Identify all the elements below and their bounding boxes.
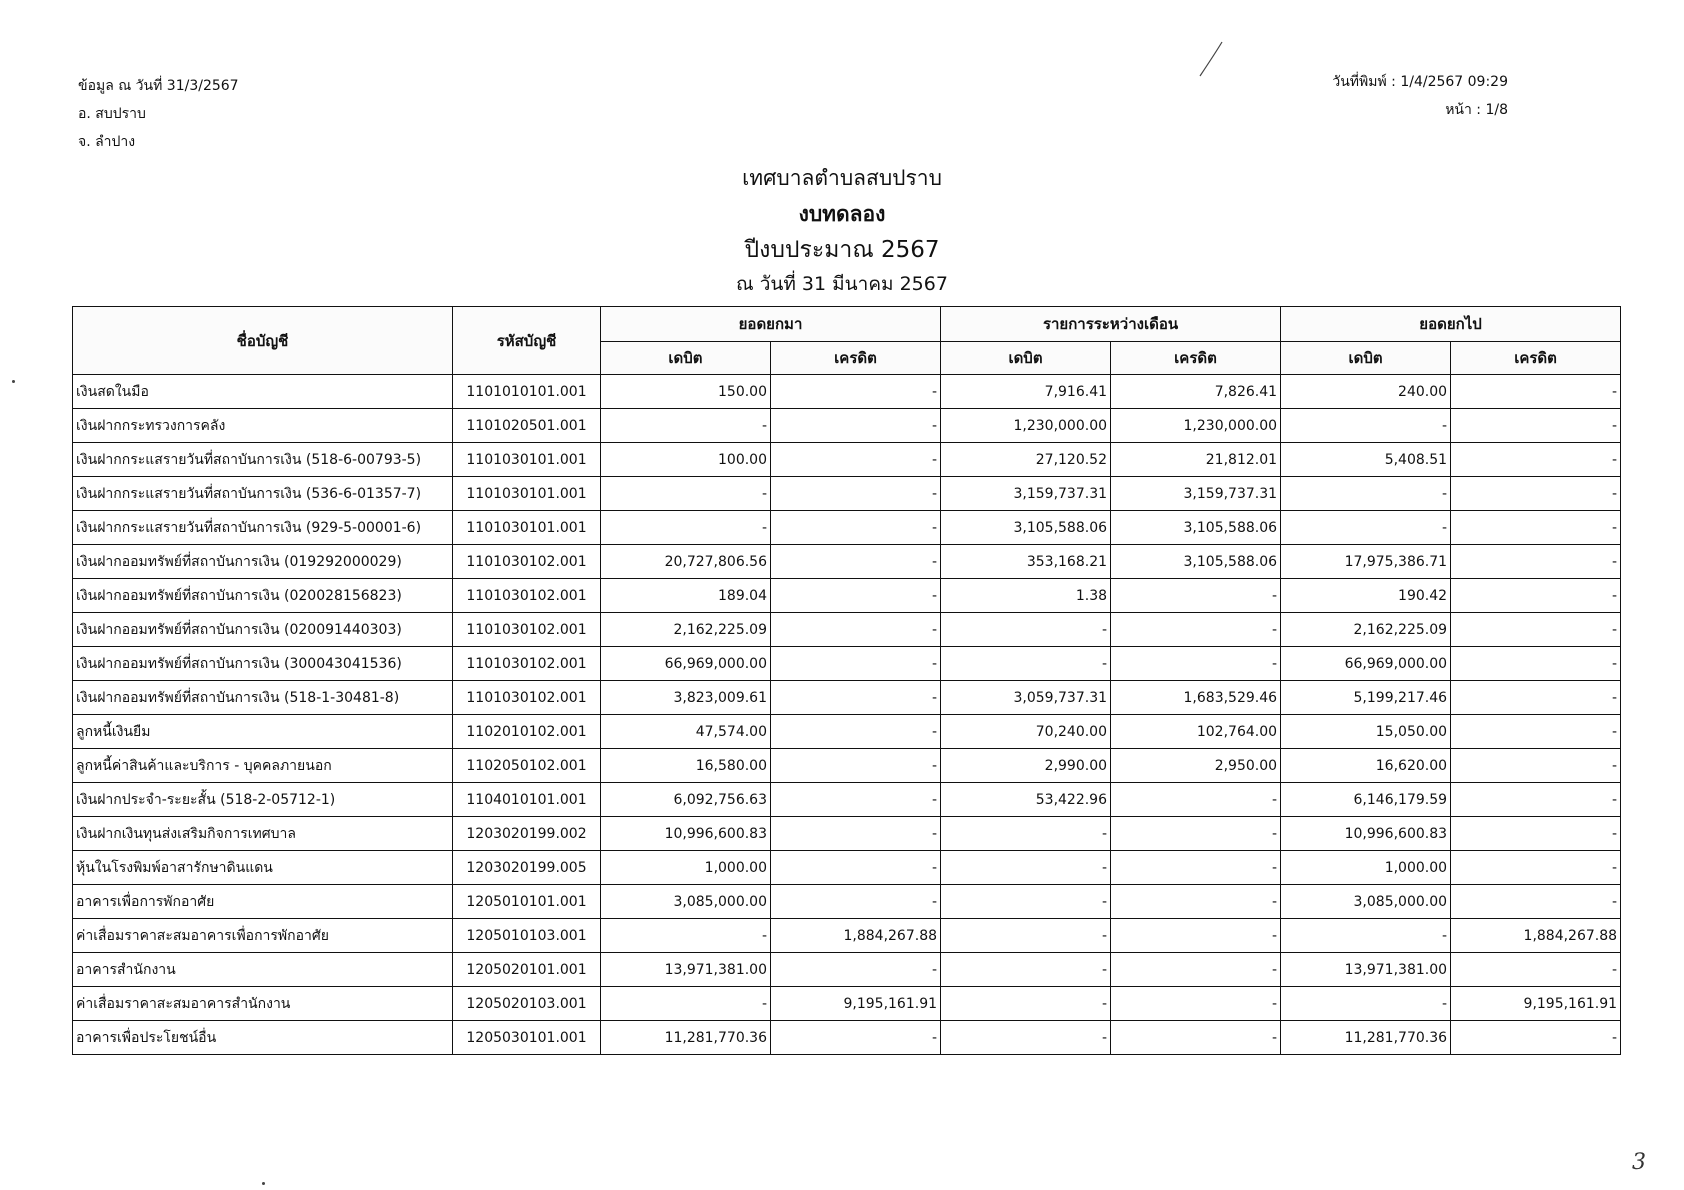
cell-month-debit: - — [941, 647, 1111, 681]
cell-bf-debit: 11,281,770.36 — [601, 1021, 771, 1055]
cell-month-debit: 1,230,000.00 — [941, 409, 1111, 443]
table-row — [73, 817, 1621, 851]
cell-account-name: อาคารเพื่อการพักอาศัย — [73, 885, 453, 919]
cell-month-debit: - — [941, 817, 1111, 851]
cell-month-debit: 2,990.00 — [941, 749, 1111, 783]
cell-month-credit: 3,105,588.06 — [1111, 545, 1281, 579]
table-row — [73, 579, 1621, 613]
cell-bf-debit: 2,162,225.09 — [601, 613, 771, 647]
col-header-month-debit: เดบิต — [941, 342, 1111, 375]
cell-account-code: 1101020501.001 — [453, 409, 601, 443]
table-row — [73, 749, 1621, 783]
cell-bf-credit: - — [771, 647, 941, 681]
cell-bf-credit: - — [771, 511, 941, 545]
header-right — [1332, 68, 1508, 124]
cell-cf-credit: - — [1451, 885, 1621, 919]
cell-account-code: 1205020101.001 — [453, 953, 601, 987]
cell-cf-credit: - — [1451, 477, 1621, 511]
cell-account-name: ค่าเสื่อมราคาสะสมอาคารสำนักงาน — [73, 987, 453, 1021]
cell-bf-debit: 13,971,381.00 — [601, 953, 771, 987]
cell-month-debit: - — [941, 1021, 1111, 1055]
cell-cf-credit: - — [1451, 647, 1621, 681]
cell-account-name: เงินสดในมือ — [73, 375, 453, 409]
cell-cf-credit: - — [1451, 749, 1621, 783]
cell-cf-credit: - — [1451, 409, 1621, 443]
table-row — [73, 953, 1621, 987]
cell-cf-credit: - — [1451, 715, 1621, 749]
cell-month-debit: - — [941, 919, 1111, 953]
print-date: วันที่พิมพ์ : 1/4/2567 09:29 — [1332, 74, 1508, 90]
handwritten-page-mark: 3 — [1632, 1150, 1646, 1175]
cell-cf-debit: 3,085,000.00 — [1281, 885, 1451, 919]
cell-cf-credit: - — [1451, 545, 1621, 579]
cell-month-debit: 1.38 — [941, 579, 1111, 613]
cell-month-credit: - — [1111, 953, 1281, 987]
cell-month-credit: 21,812.01 — [1111, 443, 1281, 477]
cell-cf-debit: 17,975,386.71 — [1281, 545, 1451, 579]
table-row — [73, 919, 1621, 953]
cell-account-name: เงินฝากออมทรัพย์ที่สถาบันการเงิน (518-1-30481-8) — [73, 681, 453, 715]
col-header-bf-credit: เครดิต — [771, 342, 941, 375]
cell-cf-credit: - — [1451, 375, 1621, 409]
fiscal-year: ปีงบประมาณ 2567 — [744, 237, 940, 263]
cell-bf-debit: - — [601, 409, 771, 443]
cell-bf-debit: 66,969,000.00 — [601, 647, 771, 681]
col-header-bf-debit: เดบิต — [601, 342, 771, 375]
cell-cf-debit: 13,971,381.00 — [1281, 953, 1451, 987]
cell-account-code: 1101030102.001 — [453, 647, 601, 681]
cell-bf-credit: - — [771, 749, 941, 783]
cell-cf-debit: - — [1281, 511, 1451, 545]
cell-bf-debit: - — [601, 987, 771, 1021]
cell-account-code: 1203020199.005 — [453, 851, 601, 885]
cell-cf-debit: 6,146,179.59 — [1281, 783, 1451, 817]
table-body — [73, 375, 1621, 1055]
cell-cf-debit: - — [1281, 409, 1451, 443]
report-title-block — [0, 160, 1684, 300]
table-row — [73, 511, 1621, 545]
cell-account-code: 1101030102.001 — [453, 613, 601, 647]
cell-month-credit: - — [1111, 783, 1281, 817]
cell-account-code: 1101030101.001 — [453, 443, 601, 477]
cell-cf-credit: - — [1451, 511, 1621, 545]
cell-cf-debit: 5,408.51 — [1281, 443, 1451, 477]
cell-month-debit: - — [941, 613, 1111, 647]
cell-month-credit: - — [1111, 817, 1281, 851]
table-row — [73, 477, 1621, 511]
col-header-account-code: รหัสบัญชี — [453, 307, 601, 375]
cell-account-code: 1102010102.001 — [453, 715, 601, 749]
cell-month-debit: 70,240.00 — [941, 715, 1111, 749]
cell-account-code: 1101030101.001 — [453, 477, 601, 511]
col-header-cf-credit: เครดิต — [1451, 342, 1621, 375]
cell-month-credit: 102,764.00 — [1111, 715, 1281, 749]
cell-account-name: เงินฝากออมทรัพย์ที่สถาบันการเงิน (020091440303) — [73, 613, 453, 647]
cell-month-credit: 7,826.41 — [1111, 375, 1281, 409]
cell-bf-debit: 100.00 — [601, 443, 771, 477]
cell-bf-credit: - — [771, 1021, 941, 1055]
col-header-cf-debit: เดบิต — [1281, 342, 1451, 375]
cell-account-name: ค่าเสื่อมราคาสะสมอาคารเพื่อการพักอาศัย — [73, 919, 453, 953]
cell-account-name: เงินฝากกระทรวงการคลัง — [73, 409, 453, 443]
cell-month-debit: 53,422.96 — [941, 783, 1111, 817]
cell-month-debit: - — [941, 987, 1111, 1021]
table-row — [73, 647, 1621, 681]
cell-month-debit: - — [941, 885, 1111, 919]
cell-month-credit: - — [1111, 987, 1281, 1021]
cell-bf-credit: - — [771, 681, 941, 715]
cell-account-name: ลูกหนี้เงินยืม — [73, 715, 453, 749]
cell-bf-credit: - — [771, 409, 941, 443]
cell-bf-credit: - — [771, 477, 941, 511]
table-row — [73, 1021, 1621, 1055]
col-header-during-month: รายการระหว่างเดือน — [941, 307, 1281, 342]
cell-account-code: 1101030102.001 — [453, 681, 601, 715]
organization-name: เทศบาลตำบลสบปราบ — [742, 166, 942, 190]
cell-cf-debit: 10,996,600.83 — [1281, 817, 1451, 851]
cell-account-code: 1104010101.001 — [453, 783, 601, 817]
cell-month-debit: 353,168.21 — [941, 545, 1111, 579]
cell-bf-credit: - — [771, 579, 941, 613]
cell-cf-credit: - — [1451, 817, 1621, 851]
cell-bf-debit: 16,580.00 — [601, 749, 771, 783]
cell-month-debit: - — [941, 953, 1111, 987]
cell-account-name: เงินฝากกระแสรายวันที่สถาบันการเงิน (536-6-01357-7) — [73, 477, 453, 511]
cell-account-name: เงินฝากเงินทุนส่งเสริมกิจการเทศบาล — [73, 817, 453, 851]
cell-account-code: 1205010103.001 — [453, 919, 601, 953]
cell-bf-debit: 3,085,000.00 — [601, 885, 771, 919]
cell-cf-credit: - — [1451, 681, 1621, 715]
cell-account-code: 1203020199.002 — [453, 817, 601, 851]
cell-bf-credit: - — [771, 715, 941, 749]
cell-month-credit: - — [1111, 885, 1281, 919]
cell-cf-debit: 11,281,770.36 — [1281, 1021, 1451, 1055]
cell-bf-credit: - — [771, 783, 941, 817]
cell-bf-debit: 47,574.00 — [601, 715, 771, 749]
as-of-date: ณ วันที่ 31 มีนาคม 2567 — [736, 273, 948, 295]
data-as-of-date: ข้อมูล ณ วันที่ 31/3/2567 — [78, 78, 239, 94]
cell-month-debit: 7,916.41 — [941, 375, 1111, 409]
cell-month-debit: 3,159,737.31 — [941, 477, 1111, 511]
pen-stroke-icon — [1196, 40, 1226, 80]
cell-cf-credit: - — [1451, 579, 1621, 613]
cell-bf-debit: 10,996,600.83 — [601, 817, 771, 851]
cell-account-code: 1101030102.001 — [453, 545, 601, 579]
cell-bf-debit: 20,727,806.56 — [601, 545, 771, 579]
cell-bf-debit: - — [601, 477, 771, 511]
cell-bf-credit: - — [771, 375, 941, 409]
table-row — [73, 545, 1621, 579]
province-label: จ. ลำปาง — [78, 134, 136, 150]
cell-account-code: 1101030101.001 — [453, 511, 601, 545]
cell-cf-debit: 66,969,000.00 — [1281, 647, 1451, 681]
cell-month-credit: - — [1111, 919, 1281, 953]
cell-cf-credit: - — [1451, 783, 1621, 817]
cell-account-name: เงินฝากกระแสรายวันที่สถาบันการเงิน (518-6-00793-5) — [73, 443, 453, 477]
table-row — [73, 375, 1621, 409]
cell-cf-debit: - — [1281, 477, 1451, 511]
cell-month-debit: 3,059,737.31 — [941, 681, 1111, 715]
speck-mark — [262, 1182, 265, 1185]
cell-cf-credit: 1,884,267.88 — [1451, 919, 1621, 953]
col-header-month-credit: เครดิต — [1111, 342, 1281, 375]
table-row — [73, 443, 1621, 477]
cell-month-credit: 3,105,588.06 — [1111, 511, 1281, 545]
cell-month-credit: - — [1111, 1021, 1281, 1055]
trial-balance-table — [72, 306, 1621, 1055]
cell-account-name: เงินฝากออมทรัพย์ที่สถาบันการเงิน (300043041536) — [73, 647, 453, 681]
cell-bf-credit: - — [771, 953, 941, 987]
table-row — [73, 409, 1621, 443]
cell-account-name: เงินฝากประจำ-ระยะสั้น (518-2-05712-1) — [73, 783, 453, 817]
table-row — [73, 885, 1621, 919]
report-title: งบทดลอง — [798, 202, 886, 226]
table-row — [73, 783, 1621, 817]
cell-account-name: ลูกหนี้ค่าสินค้าและบริการ - บุคคลภายนอก — [73, 749, 453, 783]
cell-bf-debit: 6,092,756.63 — [601, 783, 771, 817]
cell-bf-credit: - — [771, 885, 941, 919]
cell-cf-credit: 9,195,161.91 — [1451, 987, 1621, 1021]
cell-account-code: 1101030102.001 — [453, 579, 601, 613]
cell-account-code: 1205020103.001 — [453, 987, 601, 1021]
district-label: อ. สบปราบ — [78, 106, 146, 122]
cell-account-code: 1101010101.001 — [453, 375, 601, 409]
cell-bf-credit: 9,195,161.91 — [771, 987, 941, 1021]
cell-month-credit: 1,230,000.00 — [1111, 409, 1281, 443]
cell-bf-credit: - — [771, 613, 941, 647]
cell-cf-credit: - — [1451, 443, 1621, 477]
cell-month-credit: - — [1111, 647, 1281, 681]
cell-bf-credit: - — [771, 545, 941, 579]
cell-bf-credit: 1,884,267.88 — [771, 919, 941, 953]
cell-month-credit: 3,159,737.31 — [1111, 477, 1281, 511]
cell-account-name: อาคารสำนักงาน — [73, 953, 453, 987]
cell-bf-debit: 150.00 — [601, 375, 771, 409]
cell-bf-debit: - — [601, 919, 771, 953]
cell-month-credit: - — [1111, 579, 1281, 613]
cell-month-debit: - — [941, 851, 1111, 885]
page-indicator: หน้า : 1/8 — [1445, 102, 1508, 118]
table-row — [73, 715, 1621, 749]
cell-cf-debit: 2,162,225.09 — [1281, 613, 1451, 647]
cell-account-code: 1205030101.001 — [453, 1021, 601, 1055]
cell-bf-debit: 1,000.00 — [601, 851, 771, 885]
cell-account-name: เงินฝากออมทรัพย์ที่สถาบันการเงิน (020028156823) — [73, 579, 453, 613]
cell-bf-credit: - — [771, 443, 941, 477]
cell-cf-credit: - — [1451, 1021, 1621, 1055]
cell-account-code: 1205010101.001 — [453, 885, 601, 919]
cell-cf-credit: - — [1451, 953, 1621, 987]
cell-cf-debit: 5,199,217.46 — [1281, 681, 1451, 715]
cell-month-credit: 1,683,529.46 — [1111, 681, 1281, 715]
col-header-brought-forward: ยอดยกมา — [601, 307, 941, 342]
cell-month-debit: 27,120.52 — [941, 443, 1111, 477]
cell-bf-credit: - — [771, 851, 941, 885]
cell-account-name: เงินฝากออมทรัพย์ที่สถาบันการเงิน (019292000029) — [73, 545, 453, 579]
cell-cf-debit: 16,620.00 — [1281, 749, 1451, 783]
cell-cf-debit: 1,000.00 — [1281, 851, 1451, 885]
cell-cf-debit: - — [1281, 919, 1451, 953]
speck-mark — [12, 380, 15, 383]
cell-cf-debit: 15,050.00 — [1281, 715, 1451, 749]
cell-bf-debit: 3,823,009.61 — [601, 681, 771, 715]
cell-bf-debit: 189.04 — [601, 579, 771, 613]
col-header-carried-forward: ยอดยกไป — [1281, 307, 1621, 342]
table-row — [73, 851, 1621, 885]
cell-month-credit: 2,950.00 — [1111, 749, 1281, 783]
table-row — [73, 613, 1621, 647]
cell-month-credit: - — [1111, 613, 1281, 647]
cell-cf-credit: - — [1451, 851, 1621, 885]
table-row — [73, 681, 1621, 715]
table-row — [73, 987, 1621, 1021]
cell-cf-credit: - — [1451, 613, 1621, 647]
cell-cf-debit: - — [1281, 987, 1451, 1021]
cell-cf-debit: 240.00 — [1281, 375, 1451, 409]
cell-account-name: อาคารเพื่อประโยชน์อื่น — [73, 1021, 453, 1055]
cell-month-debit: 3,105,588.06 — [941, 511, 1111, 545]
cell-account-name: หุ้นในโรงพิมพ์อาสารักษาดินแดน — [73, 851, 453, 885]
cell-account-name: เงินฝากกระแสรายวันที่สถาบันการเงิน (929-5-00001-6) — [73, 511, 453, 545]
header-left — [78, 72, 239, 156]
col-header-account-name: ชื่อบัญชี — [73, 307, 453, 375]
cell-bf-credit: - — [771, 817, 941, 851]
cell-month-credit: - — [1111, 851, 1281, 885]
cell-cf-debit: 190.42 — [1281, 579, 1451, 613]
cell-account-code: 1102050102.001 — [453, 749, 601, 783]
cell-bf-debit: - — [601, 511, 771, 545]
